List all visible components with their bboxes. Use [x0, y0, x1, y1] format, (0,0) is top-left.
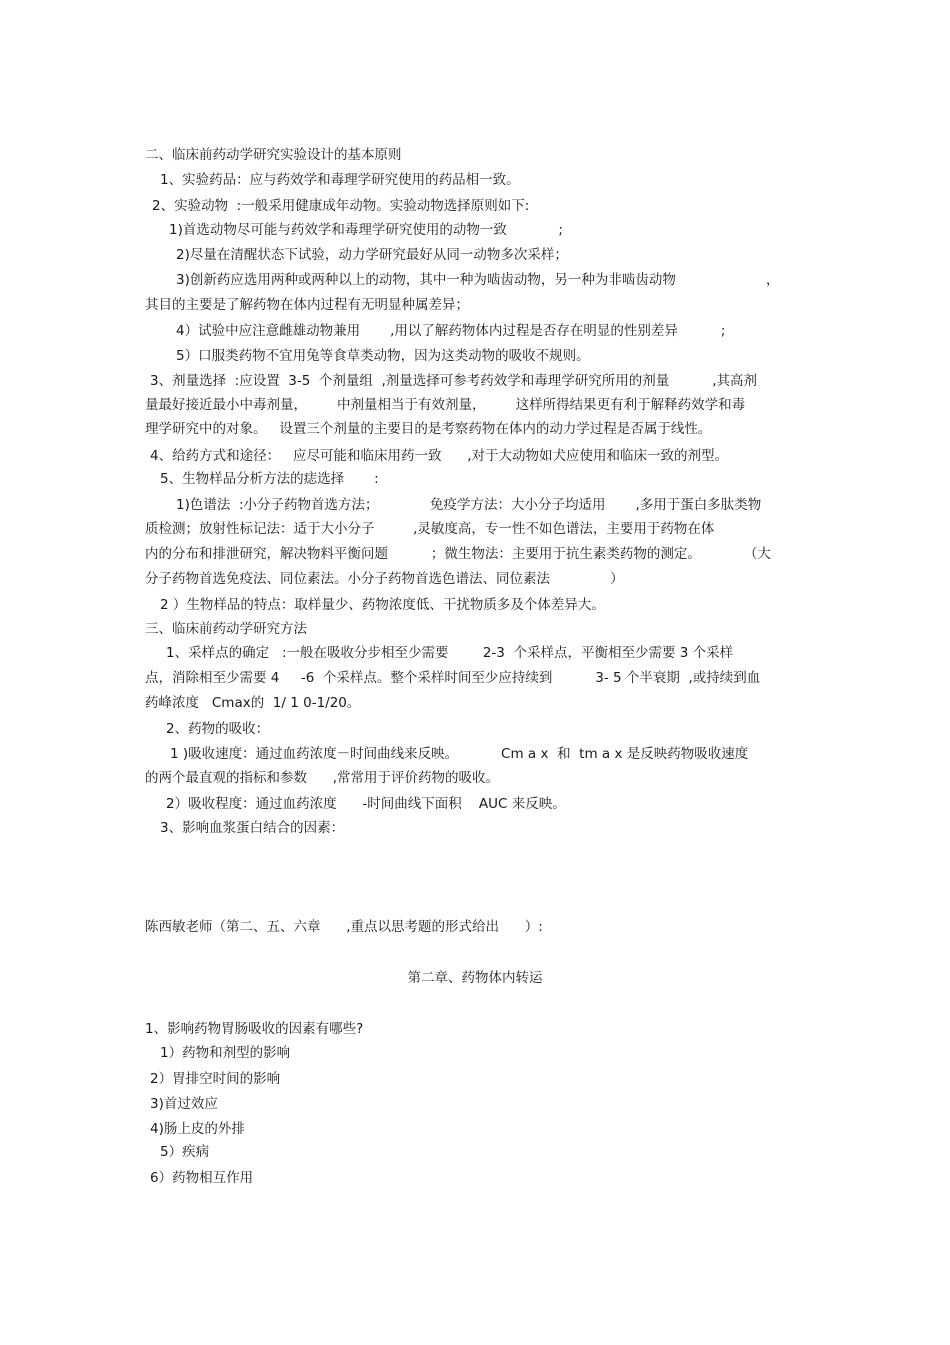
text-line: 质检测；放射性标记法：适于大小分子 ,灵敏度高，专一性不如色谱法，主要用于药物在体: [145, 521, 715, 537]
text-line: 点，消除相至少需要 4 -6 个采样点。整个采样时间至少应持续到 3- 5 个半衰期 ,或持续到血: [145, 670, 761, 686]
list-item: 3)首过效应: [150, 1096, 218, 1112]
text-line: 1)色谱法 :小分子药物首选方法； 免疫学方法：大小分子均适用 ,多用于蛋白多肽类物: [176, 497, 762, 513]
text-line: 2）吸收程度：通过血药浓度 -时间曲线下面积 AUC 来反映。: [166, 796, 566, 812]
text-line: 2、药物的吸收：: [166, 721, 270, 737]
list-item: 5）疾病: [160, 1144, 210, 1160]
list-item: 2）胃排空时间的影响: [150, 1071, 281, 1087]
teacher-note: 陈西敏老师（第二、五、六章 ,重点以思考题的形式给出 ）:: [145, 919, 543, 935]
text-line: 3、影响血浆蛋白结合的因素：: [160, 820, 345, 836]
text-line: 4、给药方式和途径： 应尽可能和临床用药一致 ,对于大动物如犬应使用和临床一致的剂型。: [150, 448, 729, 464]
text-line: 2 ）生物样品的特点：取样量少、药物浓度低、干扰物质多及个体差异大。: [160, 597, 605, 613]
text-line: 3、剂量选择 :应设置 3-5 个剂量组 ,剂量选择可参考药效学和毒理学研究所用的剂量 ,其高剂: [150, 373, 758, 389]
chapter-title: 第二章、药物体内转运: [407, 970, 543, 986]
text-line: 3)创新药应选用两种或两种以上的动物，其中一种为啮齿动物，另一种为非啮齿动物 ，: [176, 272, 780, 288]
text-line: 2)尽量在清醒状态下试验，动力学研究最好从同一动物多次采样；: [176, 247, 568, 263]
text-line: 4）试验中应注意雌雄动物兼用 ,用以了解药物体内过程是否存在明显的性别差异 ;: [176, 323, 726, 339]
text-line: 分子药物首选免疫法、同位素法。小分子药物首选色谱法、同位素法 ）: [145, 571, 624, 587]
text-line: 1、采样点的确定 :一般在吸收分步相至少需要 2-3 个采样点，平衡相至少需要 3 个采样: [166, 645, 734, 661]
section-heading-3: 三、临床前药动学研究方法: [145, 621, 307, 637]
text-line: 内的分布和排泄研究，解决物料平衡问题 ；微生物法：主要用于抗生素类药物的测定。 （大: [145, 546, 771, 562]
text-line: 其目的主要是了解药物在体内过程有无明显种属差异；: [145, 297, 469, 313]
text-line: 的两个最直观的指标和参数 ,常常用于评价药物的吸收。: [145, 770, 500, 786]
text-line: 1 )吸收速度：通过血药浓度－时间曲线来反映。 Cm a x 和 tm a x 是反映药物吸收速度: [170, 746, 749, 762]
text-line: 2、实验动物 :一般采用健康成年动物。实验动物选择原则如下:: [152, 198, 530, 214]
section-heading-2: 二、临床前药动学研究实验设计的基本原则: [145, 147, 402, 163]
text-line: 药峰浓度 Cmax的 1/ 1 0-1/20。: [145, 695, 361, 711]
text-line: 5、生物样品分析方法的痣选择 :: [160, 471, 379, 487]
list-item: 1）药物和剂型的影响: [160, 1045, 291, 1061]
text-line: 1、实验药品：应与药效学和毒理学研究使用的药品相一致。: [160, 172, 520, 188]
text-line: 量最好接近最小中毒剂量， 中剂量相当于有效剂量， 这样所得结果更有利于解释药效学和毒: [145, 397, 746, 413]
list-item: 4)肠上皮的外排: [150, 1121, 245, 1137]
list-item: 6）药物相互作用: [150, 1170, 254, 1186]
text-line: 1)首选动物尽可能与药效学和毒理学研究使用的动物一致 ;: [169, 222, 563, 238]
text-line: 理学研究中的对象。 设置三个剂量的主要目的是考察药物在体内的动力学过程是否属于线性。: [145, 421, 712, 437]
text-line: 5）口服类药物不宜用兔等食草类动物，因为这类动物的吸收不规则。: [176, 348, 590, 364]
question-heading: 1、影响药物胃肠吸收的因素有哪些?: [145, 1021, 364, 1037]
